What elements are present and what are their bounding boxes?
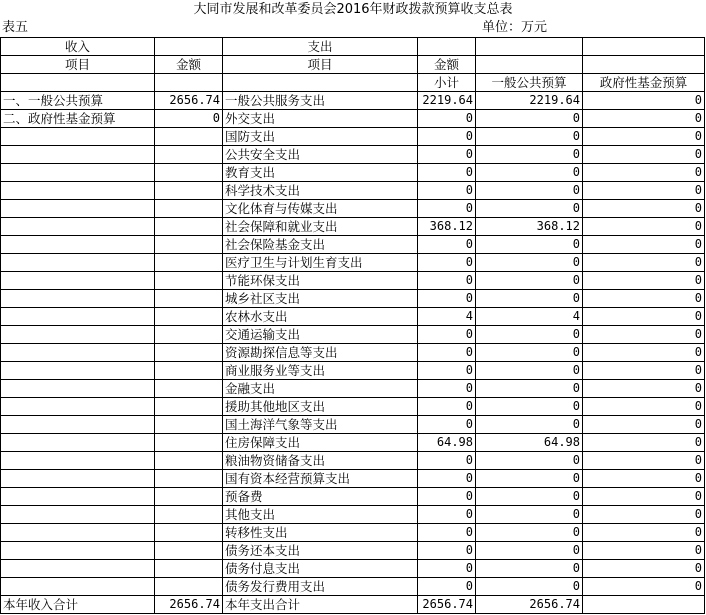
income-amount-cell: 0 [155, 110, 223, 128]
fund-budget-cell: 0 [583, 326, 705, 344]
income-amount-cell [155, 326, 223, 344]
fund-budget-cell: 0 [583, 542, 705, 560]
table-row [1, 200, 705, 218]
header-blank [476, 38, 583, 56]
general-budget-cell: 0 [476, 452, 583, 470]
general-budget-cell: 0 [476, 578, 583, 596]
subtotal-cell: 0 [418, 290, 476, 308]
header-blank [583, 56, 705, 74]
subtotal-cell: 0 [418, 542, 476, 560]
income-item-cell [1, 488, 155, 506]
general-budget-cell: 368.12 [476, 218, 583, 236]
subtotal-cell: 0 [418, 128, 476, 146]
general-budget-cell: 0 [476, 110, 583, 128]
expense-amount-header: 金额 [418, 56, 476, 74]
general-budget-cell: 0 [476, 416, 583, 434]
subtotal-cell: 0 [418, 506, 476, 524]
header-blank [155, 38, 223, 56]
income-item-cell [1, 236, 155, 254]
income-amount-cell [155, 128, 223, 146]
income-amount-cell [155, 542, 223, 560]
income-amount-cell [155, 182, 223, 200]
income-amount-cell [155, 578, 223, 596]
general-budget-cell: 0 [476, 146, 583, 164]
expense-item-cell: 预备费 [223, 488, 418, 506]
expense-item-cell: 外交支出 [223, 110, 418, 128]
income-amount-cell [155, 218, 223, 236]
income-amount-cell [155, 236, 223, 254]
income-item-cell [1, 218, 155, 236]
header-row-2 [1, 56, 705, 74]
header-blank [418, 38, 476, 56]
income-item-cell [1, 128, 155, 146]
income-amount-cell [155, 380, 223, 398]
fund-budget-cell: 0 [583, 290, 705, 308]
table-row [1, 452, 705, 470]
subtotal-cell: 0 [418, 380, 476, 398]
expense-item-header: 项目 [223, 56, 418, 74]
subtotal-cell: 0 [418, 200, 476, 218]
fund-budget-cell: 0 [583, 362, 705, 380]
subtotal-cell: 0 [418, 146, 476, 164]
income-amount-cell [155, 398, 223, 416]
subtotal-cell: 0 [418, 236, 476, 254]
header-blank [583, 38, 705, 56]
expense-item-cell: 国防支出 [223, 128, 418, 146]
fund-budget-cell: 0 [583, 506, 705, 524]
fund-budget-cell: 0 [583, 470, 705, 488]
subtotal-header: 小计 [418, 74, 476, 92]
fund-budget-cell: 0 [583, 416, 705, 434]
fund-budget-cell: 0 [583, 308, 705, 326]
expense-item-cell: 农林水支出 [223, 308, 418, 326]
income-item-cell: 本年收入合计 [1, 596, 155, 614]
general-budget-cell: 0 [476, 506, 583, 524]
expense-item-cell: 社会保障和就业支出 [223, 218, 418, 236]
table-row [1, 560, 705, 578]
general-budget-cell: 2219.64 [476, 92, 583, 110]
income-item-cell [1, 416, 155, 434]
income-amount-cell: 2656.74 [155, 596, 223, 614]
general-budget-cell: 0 [476, 524, 583, 542]
subtotal-cell: 0 [418, 110, 476, 128]
income-header: 收入 [1, 38, 155, 56]
subtotal-cell: 2656.74 [418, 596, 476, 614]
fund-budget-cell [583, 596, 705, 614]
general-budget-cell: 0 [476, 326, 583, 344]
income-item-cell [1, 524, 155, 542]
table-row [1, 92, 705, 110]
fund-budget-cell: 0 [583, 182, 705, 200]
fund-budget-cell: 0 [583, 452, 705, 470]
general-budget-cell: 0 [476, 488, 583, 506]
subtotal-cell: 368.12 [418, 218, 476, 236]
expense-item-cell: 债务发行费用支出 [223, 578, 418, 596]
income-item-cell [1, 164, 155, 182]
table-row [1, 380, 705, 398]
income-item-cell [1, 326, 155, 344]
general-budget-cell: 0 [476, 398, 583, 416]
fund-budget-cell: 0 [583, 236, 705, 254]
budget-table [0, 37, 705, 614]
expense-header: 支出 [223, 38, 418, 56]
table-row [1, 578, 705, 596]
header-blank [223, 74, 418, 92]
expense-item-cell: 商业服务业等支出 [223, 362, 418, 380]
subtotal-cell: 0 [418, 326, 476, 344]
subtotal-cell: 0 [418, 272, 476, 290]
expense-item-cell: 教育支出 [223, 164, 418, 182]
subtotal-cell: 0 [418, 524, 476, 542]
header-row-1 [1, 38, 705, 56]
income-amount-cell [155, 200, 223, 218]
subtotal-cell: 0 [418, 416, 476, 434]
subtotal-cell: 0 [418, 164, 476, 182]
income-item-cell [1, 200, 155, 218]
expense-item-cell: 其他支出 [223, 506, 418, 524]
subtotal-cell: 64.98 [418, 434, 476, 452]
income-amount-cell [155, 308, 223, 326]
table-row [1, 470, 705, 488]
expense-item-cell: 公共安全支出 [223, 146, 418, 164]
income-amount-cell [155, 452, 223, 470]
expense-item-cell: 债务还本支出 [223, 542, 418, 560]
subtotal-cell: 0 [418, 182, 476, 200]
table-row [1, 236, 705, 254]
table-row [1, 506, 705, 524]
income-item-cell [1, 272, 155, 290]
table-row [1, 308, 705, 326]
income-item-cell [1, 146, 155, 164]
income-amount-cell [155, 164, 223, 182]
page-title: 大同市发展和改革委员会2016年财政拨款预算收支总表 [193, 2, 513, 17]
general-budget-cell: 0 [476, 290, 583, 308]
income-item-cell [1, 434, 155, 452]
expense-item-cell: 转移性支出 [223, 524, 418, 542]
fund-budget-cell: 0 [583, 254, 705, 272]
fund-budget-cell: 0 [583, 344, 705, 362]
subtotal-cell: 0 [418, 560, 476, 578]
table-row [1, 398, 705, 416]
general-budget-cell: 0 [476, 254, 583, 272]
income-amount-cell [155, 146, 223, 164]
header-row-3 [1, 74, 705, 92]
subtotal-cell: 0 [418, 578, 476, 596]
fund-budget-cell: 0 [583, 560, 705, 578]
subtotal-cell: 0 [418, 470, 476, 488]
table-row [1, 110, 705, 128]
general-budget-cell: 0 [476, 470, 583, 488]
income-item-cell [1, 470, 155, 488]
general-budget-cell: 0 [476, 560, 583, 578]
fund-budget-cell: 0 [583, 218, 705, 236]
fund-budget-cell: 0 [583, 128, 705, 146]
totals-row [1, 596, 705, 614]
fund-budget-cell: 0 [583, 380, 705, 398]
subtotal-cell: 4 [418, 308, 476, 326]
subtotal-cell: 2219.64 [418, 92, 476, 110]
expense-item-cell: 国土海洋气象等支出 [223, 416, 418, 434]
income-item-cell [1, 452, 155, 470]
fund-budget-cell: 0 [583, 488, 705, 506]
fund-budget-cell: 0 [583, 92, 705, 110]
income-item-cell [1, 542, 155, 560]
fund-budget-cell: 0 [583, 524, 705, 542]
income-item-cell [1, 506, 155, 524]
subtotal-cell: 0 [418, 344, 476, 362]
table-row [1, 218, 705, 236]
general-budget-cell: 0 [476, 164, 583, 182]
expense-item-cell: 医疗卫生与计划生育支出 [223, 254, 418, 272]
expense-item-cell: 本年支出合计 [223, 596, 418, 614]
header-blank [1, 74, 155, 92]
header-blank [155, 74, 223, 92]
income-item-cell: 二、政府性基金预算 [1, 110, 155, 128]
fund-budget-header: 政府性基金预算 [583, 74, 705, 92]
expense-item-cell: 债务付息支出 [223, 560, 418, 578]
fund-budget-cell: 0 [583, 164, 705, 182]
income-amount-cell [155, 488, 223, 506]
income-amount-cell [155, 560, 223, 578]
income-amount-cell [155, 524, 223, 542]
table-row [1, 164, 705, 182]
general-budget-cell: 0 [476, 542, 583, 560]
subtotal-cell: 0 [418, 254, 476, 272]
expense-item-cell: 粮油物资储备支出 [223, 452, 418, 470]
expense-item-cell: 科学技术支出 [223, 182, 418, 200]
general-budget-cell: 0 [476, 128, 583, 146]
table-row [1, 362, 705, 380]
expense-item-cell: 一般公共服务支出 [223, 92, 418, 110]
expense-item-cell: 金融支出 [223, 380, 418, 398]
fund-budget-cell: 0 [583, 200, 705, 218]
general-budget-cell: 0 [476, 344, 583, 362]
income-item-cell [1, 560, 155, 578]
income-amount-cell [155, 344, 223, 362]
fund-budget-cell: 0 [583, 578, 705, 596]
expense-item-cell: 住房保障支出 [223, 434, 418, 452]
table-row [1, 416, 705, 434]
income-item-cell [1, 578, 155, 596]
general-budget-header: 一般公共预算 [476, 74, 583, 92]
income-amount-cell [155, 470, 223, 488]
subtotal-cell: 0 [418, 452, 476, 470]
table-row [1, 182, 705, 200]
income-item-cell [1, 182, 155, 200]
general-budget-cell: 0 [476, 272, 583, 290]
income-amount-cell [155, 254, 223, 272]
general-budget-cell: 64.98 [476, 434, 583, 452]
income-amount-cell [155, 272, 223, 290]
income-item-cell [1, 290, 155, 308]
header-blank [476, 56, 583, 74]
fund-budget-cell: 0 [583, 110, 705, 128]
income-item-cell [1, 380, 155, 398]
fund-budget-cell: 0 [583, 146, 705, 164]
subtotal-cell: 0 [418, 398, 476, 416]
income-item-cell [1, 344, 155, 362]
income-amount-cell [155, 506, 223, 524]
income-item-cell [1, 254, 155, 272]
table-row [1, 290, 705, 308]
subtotal-cell: 0 [418, 362, 476, 380]
table-row [1, 326, 705, 344]
expense-item-cell: 节能环保支出 [223, 272, 418, 290]
table-number: 表五 [2, 20, 29, 35]
general-budget-cell: 0 [476, 362, 583, 380]
expense-item-cell: 城乡社区支出 [223, 290, 418, 308]
expense-item-cell: 交通运输支出 [223, 326, 418, 344]
expense-item-cell: 国有资本经营预算支出 [223, 470, 418, 488]
table-row [1, 344, 705, 362]
income-amount-cell [155, 290, 223, 308]
income-amount-header: 金额 [155, 56, 223, 74]
income-item-cell [1, 308, 155, 326]
general-budget-cell: 0 [476, 182, 583, 200]
income-item-cell: 一、一般公共预算 [1, 92, 155, 110]
expense-item-cell: 资源勘探信息等支出 [223, 344, 418, 362]
general-budget-cell: 0 [476, 200, 583, 218]
unit-label: 单位：万元 [482, 20, 548, 35]
subtotal-cell: 0 [418, 488, 476, 506]
fund-budget-cell: 0 [583, 398, 705, 416]
table-row [1, 524, 705, 542]
table-row [1, 488, 705, 506]
table-row [1, 272, 705, 290]
income-amount-cell [155, 416, 223, 434]
income-amount-cell [155, 434, 223, 452]
income-item-cell [1, 362, 155, 380]
table-row [1, 254, 705, 272]
table-row [1, 146, 705, 164]
expense-item-cell: 文化体育与传媒支出 [223, 200, 418, 218]
income-amount-cell [155, 362, 223, 380]
general-budget-cell: 0 [476, 380, 583, 398]
income-amount-cell: 2656.74 [155, 92, 223, 110]
general-budget-cell: 2656.74 [476, 596, 583, 614]
expense-item-cell: 援助其他地区支出 [223, 398, 418, 416]
fund-budget-cell: 0 [583, 434, 705, 452]
income-item-cell [1, 398, 155, 416]
table-row [1, 542, 705, 560]
fund-budget-cell: 0 [583, 272, 705, 290]
general-budget-cell: 0 [476, 236, 583, 254]
table-row [1, 434, 705, 452]
income-item-header: 项目 [1, 56, 155, 74]
general-budget-cell: 4 [476, 308, 583, 326]
expense-item-cell: 社会保险基金支出 [223, 236, 418, 254]
table-row [1, 128, 705, 146]
